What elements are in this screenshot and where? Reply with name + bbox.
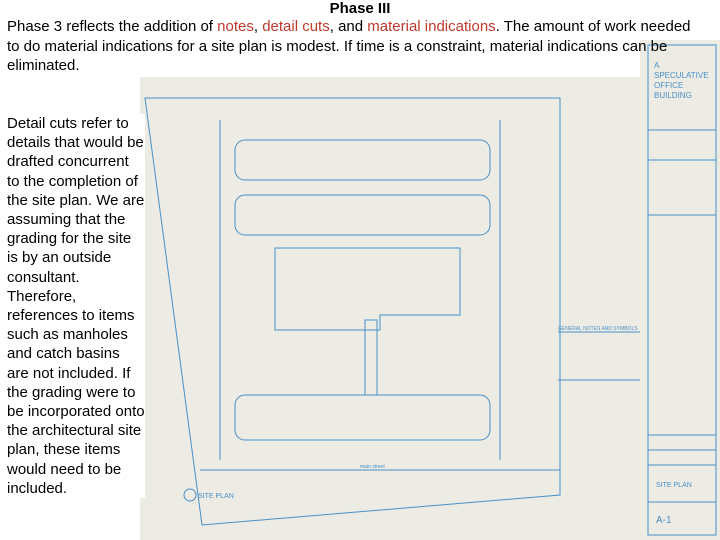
side-paragraph: Detail cuts refer to details that would be drafted concurrent to the completion of the site plan. We are assuming that the grading for the site is by an outside consultant. Therefore, references to items such as manholes and catch basins are not included. If the grading were to be incorporated onto the architectural site plan, these items would need to be included.	[7, 115, 145, 497]
title-block-project-line-3: OFFICE	[654, 81, 684, 90]
title-block	[648, 45, 716, 535]
title-block-project-line-2: SPECULATIVE	[654, 71, 709, 80]
intro-detail-cuts: detail cuts	[262, 18, 330, 35]
site-boundary	[145, 98, 560, 525]
title-block-sheet-number: A-1	[656, 515, 672, 526]
street-label: main street	[360, 464, 385, 470]
site-plan-svg	[140, 40, 720, 540]
parking-row-bottom	[235, 395, 490, 440]
site-plan-drawing	[140, 40, 720, 540]
title-block-sheet-name: SITE PLAN	[656, 482, 692, 489]
intro-post: . The amount of work needed to do material indications for a site plan is modest. If time is a constraint, material indications can be eliminated.	[7, 18, 691, 74]
plan-label: SITE PLAN	[198, 493, 234, 500]
slide-title: Phase III	[329, 0, 391, 17]
building-footprint	[275, 248, 460, 330]
intro-paragraph	[7, 17, 707, 76]
intro-notes: notes	[217, 18, 254, 35]
title-block-project-line-1: A	[654, 61, 660, 70]
intro-sep2: , and	[329, 18, 368, 35]
intro-material-indications: material indications	[367, 18, 496, 35]
parking-row-middle	[235, 195, 490, 235]
notes-heading: GENERAL NOTES AND SYMBOLS	[558, 326, 638, 332]
parking-row-top	[235, 140, 490, 180]
north-arrow-icon	[184, 489, 196, 501]
walkway	[365, 320, 377, 395]
intro-pre: Phase 3 reflects the addition of	[7, 18, 218, 35]
intro-sep1: ,	[253, 18, 263, 35]
title-block-project-line-4: BUILDING	[654, 91, 692, 100]
